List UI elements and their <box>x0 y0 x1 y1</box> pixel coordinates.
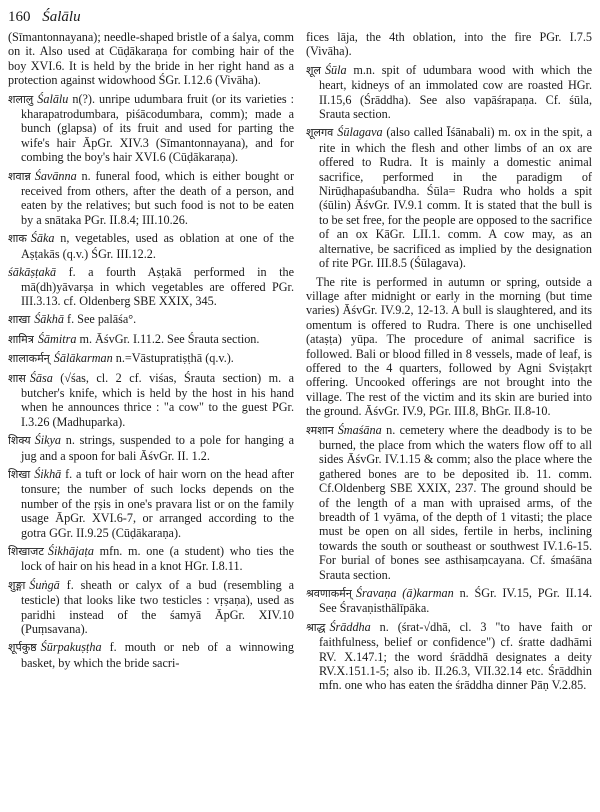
headword: Śravaṇa (ā)karman <box>355 586 454 601</box>
entry-text: mfn. m. one (a student) who ties the lock of hair on his head in a knot HGr. I.8.11. <box>21 544 294 574</box>
dictionary-entry <box>306 125 592 270</box>
entry-paragraph <box>306 275 592 419</box>
headword: Śrāddha <box>329 619 371 634</box>
entry-text: n. strings, suspended to a pole for hanging a jug and a spoon for bali ĀśvGr. II. 1.2. <box>21 433 294 463</box>
headword-devanagari: शुङ्गा <box>8 578 26 592</box>
headword: Śuṅgā <box>29 577 60 592</box>
entry-text: m. ĀśvGr. I.11.2. See Śrauta section. <box>79 331 260 346</box>
headword: Śalālu <box>37 91 69 106</box>
dictionary-entry <box>8 544 294 574</box>
dictionary-entry <box>306 586 592 616</box>
dictionary-entry <box>8 371 294 430</box>
dictionary-entry <box>306 620 592 693</box>
headword: Śavānna <box>34 168 77 183</box>
headword-devanagari: शाक <box>8 232 27 246</box>
dictionary-entry <box>8 332 294 347</box>
headword: Śākhā <box>34 312 64 327</box>
entry-text: m.n. spit of udumbara wood with which the heart, kidneys of an immolated cow are roasted HGr. II.15,6 (Śrāddha). See also vapāśrapaṇa. Cf. śūla, Srauta section. <box>319 62 592 122</box>
headword-devanagari: शूलगव <box>306 126 334 140</box>
entry-text: f. a fourth Aṣṭakā performed in the mā(dh)yāvarṣa in which vegetables are offered PGr. III.3.13. cf. Oldenberg SBE XXIX, 345. <box>21 265 294 308</box>
dictionary-entry <box>8 351 294 366</box>
headword: Śāmitra <box>37 331 77 346</box>
entry-text: n. ŚGr. IV.15, PGr. II.14. See Śravaṇisthālīpāka. <box>319 586 592 616</box>
entry-text: f. mouth or neb of a winnowing basket, by which the bride sacri- <box>21 640 294 670</box>
headword: Śikhā <box>34 466 62 481</box>
headword-devanagari: शिक्य <box>8 434 31 448</box>
entry-text: n.=Vāstupratiṣṭhā (q.v.). <box>115 351 234 366</box>
entry-text: (also called Īśānabali) m. ox in the spit, a rite in which the flesh and other limbs of an ox are offered to Rudra. It is mainly a domestic animal sacrifice, performed in the paradigm of Nirūḍhapaśubandha. Śūla= Rudra who holds a spit (śūlin) ĀśvGr. IV.9.1 comm. It is stated that the bull is to be set free, for the people are opposed to the sacrifice of an ox KāGr. LII.1. comm. A cow may, as an alternative, be sacrificed as implied by the designation of rite PGr. III.8.5 (Śūlagava). <box>319 125 592 271</box>
entry-text: n(?). unripe udumbara fruit (or its varieties : kharapatrodumbara, piśācodumbara, comm); made a bunch (glapsa) of its fruit and used for parting the wife's hair ĀpGr. XIV.3 (Sīmantonnayana), and for combing the boy's hair XVI.6 (Cūḍākaraṇa). <box>21 91 294 165</box>
headword-devanagari: शामित्र <box>8 332 34 346</box>
dictionary-entry <box>8 231 294 261</box>
page-number: 160 <box>8 9 31 25</box>
headword-devanagari: श्मशान <box>306 423 334 437</box>
headword: Śūlagava <box>337 125 383 140</box>
headword: Śāka <box>30 231 55 246</box>
running-title: Śalālu <box>42 9 81 25</box>
entry-text: fices lāja, the 4th oblation, into the fire PGr. I.7.5 (Vivāha). <box>306 30 592 59</box>
headword: Śāsa <box>29 370 53 385</box>
right-column <box>306 30 592 806</box>
entry-text: f. sheath or calyx of a bud (resembling a testicle) that looks like two testicles : vṛṣaṇa), used as paridhi instead of the śamyā ĀpGr. XIV.10 (Puṃsavana). <box>21 577 294 637</box>
dictionary-entry <box>306 423 592 582</box>
headword-devanagari: शाखा <box>8 313 31 327</box>
headword-devanagari: शूल <box>306 63 321 77</box>
entry-text: The rite is performed in autumn or spring, outside a village after midnight or early in the morning (but time varies) ĀśvGr. IV.9.2, 12-13. A bull is slaughtered, and its omentum is offered to Rudra. There is one unchiselled (ataṣṭa) yūpa. The procedure of animal sacrifice is followed. Bali or blood filled in 8 vessels, made of leaf, is offered to the 4 quarters, followed by Agni Sviṣṭakṛt offering. Uncooked offerings are not brought into the village. The rest of the victim and its skin are buried into the ground. ĀśvGr. IV.9, PGr. III.8, BhGr. II.8-10. <box>306 274 592 419</box>
entry-text: n, vegetables, used as oblation at one of the Aṣṭakās (q.v.) ŚGr. III.12.2. <box>21 231 294 261</box>
entry-text: (Sīmantonnayana); needle-shaped bristle of a śalya, comm on it. Also used at Cūḍākaraṇa for combing hair of the boy XVI.6. It is held by the bride in her right hand as a protection against widowhood ŚGr. I.12.6 (Vivāha). <box>8 30 294 88</box>
headword-devanagari: शलालु <box>8 92 34 106</box>
dictionary-entry <box>8 640 294 670</box>
entry-text: n. (śrat-√dhā, cl. 3 "to have faith or faithfulness, belief or confidence") cf. śratte dadhāmi RV. X.147.1; the word śrāddhā designates a deity RV.X.151.1-5; also ib. II.26.3, VII.32.14 etc. Śrāddhin mfn. one who has eaten the śrāddha dinner Pāṇ V.2.85. <box>319 619 592 693</box>
headword: śākāṣṭakā <box>8 265 57 280</box>
headword: Śikya <box>34 433 62 448</box>
headword: Śūrpakuṣṭha <box>40 640 102 655</box>
headword-devanagari: शालाकर्मन् <box>8 352 50 366</box>
entry-paragraph <box>306 30 592 59</box>
dictionary-entry <box>8 312 294 327</box>
dictionary-entry <box>8 169 294 228</box>
text-columns <box>8 30 592 806</box>
headword-devanagari: शूर्पकुष्ठ <box>8 641 37 655</box>
headword: Śūla <box>324 62 347 77</box>
dictionary-entry <box>8 265 294 308</box>
headword-devanagari: शिखाजट <box>8 545 44 558</box>
headword-devanagari: श्रवणाकर्मन् <box>306 587 352 601</box>
entry-text: f. See palāśa°. <box>67 312 137 327</box>
left-column <box>8 30 294 806</box>
dictionary-entry <box>306 63 592 122</box>
headword-devanagari: शास <box>8 371 26 385</box>
entry-text: f. a tuft or lock of hair worn on the head after tonsure; the number of such locks depends on the number of the ṛṣis in one's pravara list or on the family usage ĀpGr. XVI.6-7, or arranged according to the gotra GGr. II.9.25 (Cūḍākaraṇa). <box>21 466 294 540</box>
headword-devanagari: श्राद्ध <box>306 620 326 634</box>
headword-devanagari: शिखा <box>8 467 31 481</box>
dictionary-entry <box>8 578 294 637</box>
entry-text: n. cemetery where the deadbody is to be burned, the place from which the waters flow off to all sides ĀśvGr. IV.1.15 & comm; also the place where the gathered bones are to be deposited ib. 11. comm. Cf.Oldenberg SBE XXIX, 237. The ground should be of the length of a man with upraised arms, of the breadth of 1 vyāma, of the depth of 1 vitasti; the place must be open on all sides, fertile in herbs, inclining towards the south or southeast or southwest IV.1.6-15. For burial of bones see asthisaṃcayana. Cf. śmaśāna Srauta section. <box>319 422 592 582</box>
headword-devanagari: शवान्न <box>8 169 31 183</box>
entry-text: n. funeral food, which is either bought or received from others, after the death of a person, and eaten by the relatives; but such food is not to be eaten by a snātaka PGr. II.8.4; III.10.26. <box>21 168 294 227</box>
entry-paragraph <box>8 30 294 88</box>
dictionary-entry <box>8 92 294 165</box>
headword: Śmaśāna <box>337 422 382 437</box>
headword: Śikhājaṭa <box>47 544 94 558</box>
entry-text: (√śas, cl. 2 cf. viśas, Śrauta section) m. a butcher's knife, which is held by the host in his hand when he announces thrice : "a cow" to the guest PGr. I.3.26 (Madhuparka). <box>21 370 294 429</box>
headword: Śālākarman <box>53 351 113 366</box>
dictionary-entry <box>8 467 294 540</box>
dictionary-entry <box>8 433 294 463</box>
running-head <box>8 4 592 30</box>
